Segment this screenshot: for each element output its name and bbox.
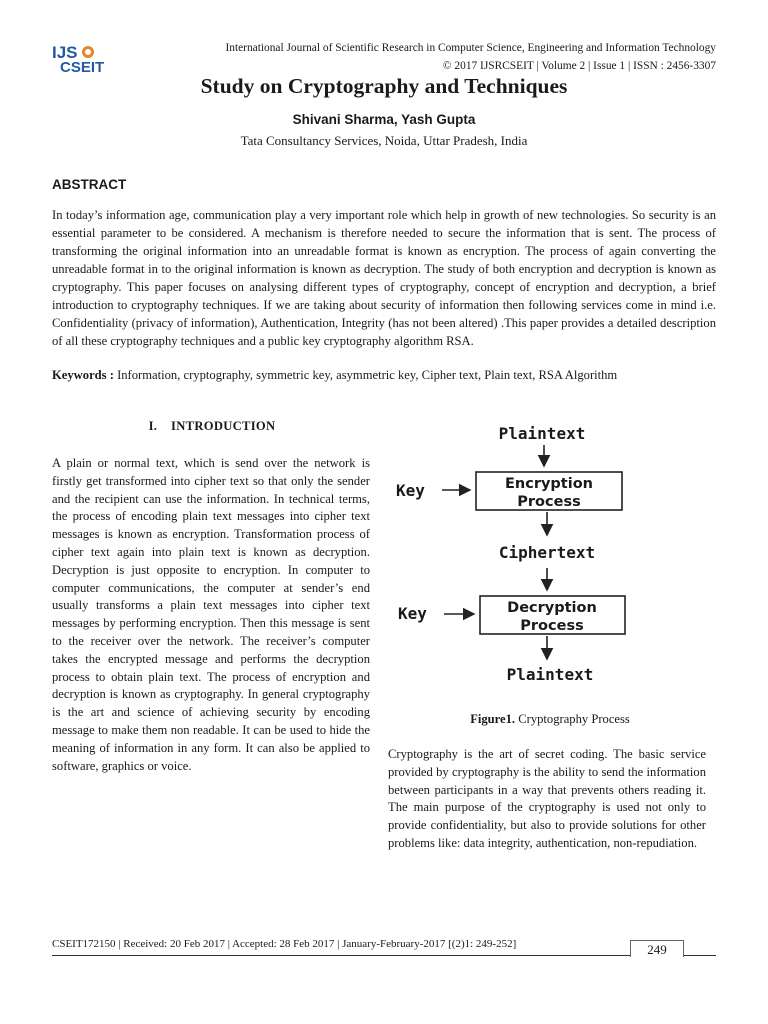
paper-affiliation: Tata Consultancy Services, Noida, Uttar Pradesh, India [240, 133, 528, 148]
paper-title: Study on Cryptography and Techniques [200, 74, 568, 98]
decryption-label-line1: Decryption [507, 600, 597, 616]
key2-label: Key [398, 604, 427, 623]
keywords-line [52, 366, 716, 384]
figure-caption-text: Cryptography Process [515, 712, 630, 726]
logo-text-top: IJS [52, 43, 78, 62]
encryption-label-line2: Process [517, 494, 581, 510]
key1-label: Key [396, 481, 425, 500]
logo-text-bottom: CSEIT [60, 59, 105, 76]
encryption-label-line1: Encryption [505, 476, 593, 492]
ciphertext-label: Ciphertext [498, 543, 596, 562]
plaintext-top-label: Plaintext [498, 424, 586, 443]
cryptography-paragraph: Cryptography is the art of secret coding. The basic service provided by cryptography is the ability to send the information between participants in a way that prevents others reading it. The main purpose of the cryptography is used not only to provide confidentiality, but also to provide solutions for other problems like: data integrity, authentication, non-repudiation. [388, 747, 706, 850]
abstract-heading: ABSTRACT [52, 177, 127, 192]
paper-authors: Shivani Sharma, Yash Gupta [292, 112, 476, 127]
introduction-text: A plain or normal text, which is send over the network is firstly get transformed into cipher text so that only the sender and the recipient can use the information. In technical terms, the process of encoding plain text messages into cipher text messages is known as encryption. Transformation process of cipher text again into plain text is known as decryption. Decryption is just opposite to encryption. In computer to computer communications, the computer at sender’s end usually transforms a plain text messages into cipher text messages by performing encryption. Then this message is sent to the receiver over the network. The receiver’s computer takes the encrypted message and performs the decryption process to obtain plain text. The process of encryption and decryption is known as cryptography. In general cryptography is the art and science of achieving security by encoding message to make them non readable. It can be used to hide the meaning of information in any form. It can also be applied to software, graphics or voice. [52, 456, 370, 773]
logo-ring-icon [82, 46, 94, 58]
journal-name: International Journal of Scientific Research in Computer Science, Engineering and Information Technology [225, 42, 716, 54]
keywords-label: Keywords : [52, 368, 114, 382]
figure-caption [384, 712, 716, 727]
footer-citation: CSEIT172150 | Received: 20 Feb 2017 | Accepted: 28 Feb 2017 | January-February-2017 [(2)1: 249-252] [52, 938, 517, 950]
plaintext-bottom-label: Plaintext [506, 665, 594, 684]
footer-rule [52, 955, 716, 956]
figure-caption-label: Figure1. [470, 712, 516, 726]
page-number: 249 [630, 940, 684, 957]
cryptography-process-diagram [384, 418, 716, 690]
abstract-text: In today’s information age, communication play a very important role which help in growth of new technologies. So security is an essential parameter to be considered. A mechanism is therefore needed to secure the information that is sent. The process of transforming the original information into an unreadable format is known as encryption. The process of again converting the unreadable format in to the original information is known as decryption. The study of both encryption and decryption is known as cryptography. This paper focuses on analysing different types of cryptography, concept of encryption and decryption, a brief introduction to cryptography techniques. If we are taking about security of information then following services come in mind i.e. Confidentiality (privacy of information), Authentication, Integrity (has not been altered) .This paper provides a detailed description of all these cryptography techniques and a public key cryptography algorithm RSA. [52, 208, 716, 348]
introduction-heading: I. INTRODUCTION [148, 419, 276, 433]
journal-issue: © 2017 IJSRCSEIT | Volume 2 | Issue 1 | ISSN : 2456-3307 [442, 60, 716, 72]
keywords-text: Information, cryptography, symmetric key, asymmetric key, Cipher text, Plain text, RSA Algorithm [113, 368, 618, 382]
decryption-label-line2: Process [520, 618, 584, 634]
